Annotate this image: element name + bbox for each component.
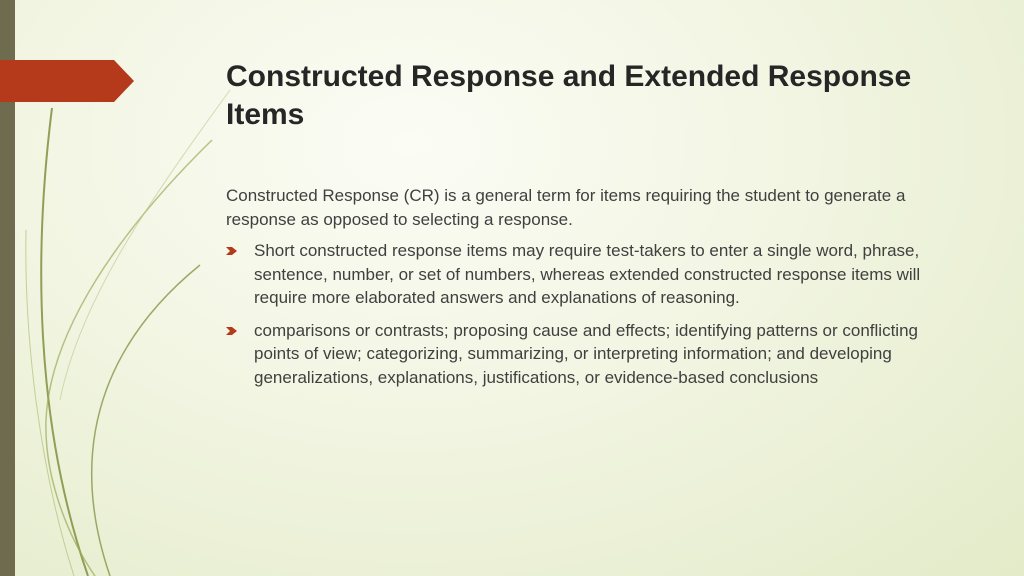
arrow-bullet-icon [226,326,238,336]
slide-title: Constructed Response and Extended Response Items [226,60,912,131]
intro-paragraph: Constructed Response (CR) is a general term for items requiring the student to generate a response as opposed to selecting a response. [226,186,906,229]
bullet-text: Short constructed response items may require test-takers to enter a single word, phrase, sentence, number, or set of numbers, whereas extended constructed response items will require more elaborated answers and explanations of reasoning. [254,241,921,307]
bullet-item [226,239,961,310]
slide-content [226,184,961,398]
arrow-bullet-icon [226,246,238,256]
bullet-text: comparisons or contrasts; proposing cause and effects; identifying patterns or conflicting points of view; categorizing, summarizing, or interpreting information; and developing generalizations, explanations, justifications, or evidence-based conclusions [254,320,918,387]
bullet-list [226,239,961,389]
bullet-item [226,319,961,390]
title-accent-arrow [0,60,134,102]
